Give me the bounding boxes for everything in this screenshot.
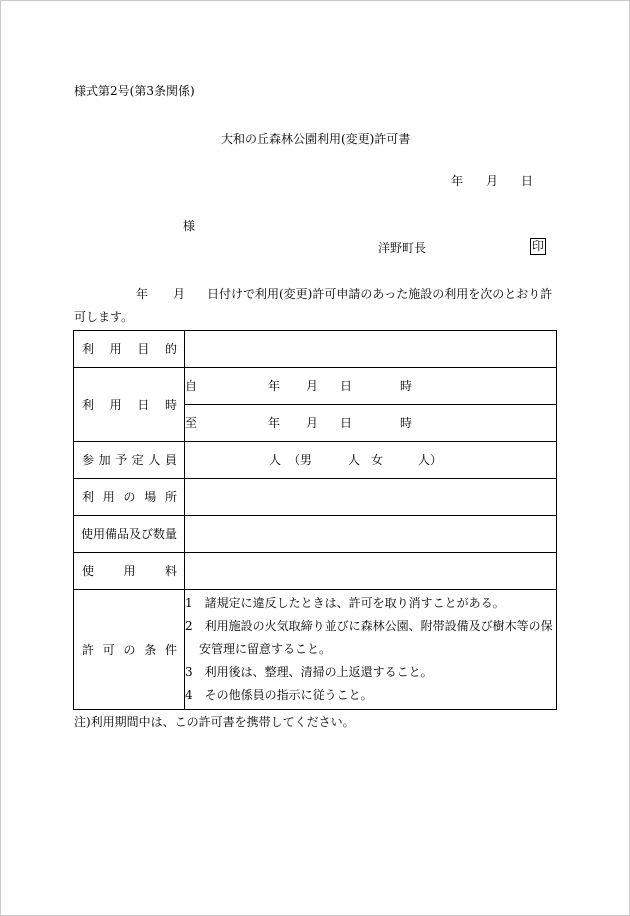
label-char: 人 (148, 453, 161, 467)
equipment-value[interactable] (185, 516, 557, 553)
label-char: 利 (82, 397, 95, 412)
date-label (74, 368, 185, 442)
fee-label (74, 553, 185, 590)
from-prefix: 自 (185, 379, 198, 393)
condition-item: 2 利用施設の火気取締り並びに森林公園、附帯設備及び樹木等の保 (185, 619, 553, 633)
date-day: 日 (521, 174, 534, 188)
participants-people: 人 (269, 453, 282, 467)
table-row-purpose (74, 331, 557, 368)
label-char: 場 (144, 490, 157, 504)
label-char: 加 (98, 453, 111, 467)
table-row-participants (74, 442, 557, 479)
equipment-label (74, 516, 185, 553)
date-to-value[interactable] (185, 405, 557, 442)
label-char: 参 (82, 453, 95, 467)
intro-year: 年 (136, 287, 149, 301)
label-char: 員 (164, 453, 177, 467)
intro-month: 月 (173, 287, 186, 301)
label-char: 用 (102, 490, 115, 504)
place-label (74, 479, 185, 516)
seal-text: 印 (532, 239, 545, 253)
conditions-list (185, 590, 557, 710)
label-char: 条 (144, 642, 157, 657)
from-year: 年 (268, 379, 281, 393)
equipment-label-text: 使用備品及び数量 (80, 527, 177, 541)
label-char: 日 (137, 397, 150, 412)
label-char: の (123, 490, 136, 504)
label-char: 定 (131, 453, 144, 467)
intro-line1: 日付けで利用(変更)許可申請のあった施設の利用を次のとおり許 (207, 287, 553, 301)
participants-people2: 人 (348, 453, 361, 467)
label-char: 目 (137, 342, 150, 356)
to-day: 日 (340, 416, 353, 430)
purpose-label (74, 331, 185, 368)
condition-item: 1 諸規定に違反したときは、許可を取り消すことがある。 (185, 596, 505, 610)
from-day: 日 (340, 379, 353, 393)
participants-female: 女 (371, 453, 384, 467)
condition-item: 3 利用後は、整理、清掃の上返還すること。 (185, 665, 433, 679)
form-number: 様式第2号(第3条関係) (74, 84, 195, 98)
participants-label (74, 442, 185, 479)
label-char: 利 (82, 342, 95, 356)
label-char: 所 (164, 490, 177, 504)
date-year: 年 (451, 174, 464, 188)
label-char: 料 (164, 564, 177, 578)
to-month: 月 (306, 416, 319, 430)
addressee-suffix: 様 (183, 219, 196, 233)
table-row-fee (74, 553, 557, 590)
table-row-date-from (74, 368, 557, 405)
purpose-value[interactable] (185, 331, 557, 368)
condition-item-continuation: 安管理に留意すること。 (199, 642, 332, 656)
label-char: 用 (109, 342, 122, 356)
footnote: 注)利用期間中は、この許可書を携帯してください。 (74, 715, 355, 729)
label-char: 用 (123, 564, 136, 578)
to-year: 年 (268, 416, 281, 430)
label-char: 的 (164, 342, 177, 356)
to-prefix: 至 (185, 416, 198, 430)
label-char: 許 (82, 642, 95, 657)
date-from-value[interactable] (185, 368, 557, 405)
document-title: 大和の丘森林公園利用(変更)許可書 (221, 132, 411, 146)
issuer: 洋野町長 (378, 241, 427, 255)
to-hour: 時 (400, 416, 413, 430)
table-row-equipment (74, 516, 557, 553)
permit-table (73, 330, 557, 710)
table-row-conditions (74, 590, 557, 710)
conditions-label (74, 590, 185, 710)
label-char: の (123, 642, 136, 657)
place-value[interactable] (185, 479, 557, 516)
intro-line2: 可します。 (74, 310, 134, 324)
participants-male: （男 (288, 453, 313, 467)
participants-value[interactable] (185, 442, 557, 479)
label-char: 用 (109, 397, 122, 412)
label-char: 利 (82, 490, 95, 504)
label-char: 予 (115, 453, 128, 467)
label-char: 時 (164, 397, 177, 412)
seal-mark (530, 238, 546, 255)
label-char: 使 (82, 564, 95, 578)
fee-value[interactable] (185, 553, 557, 590)
from-hour: 時 (400, 379, 413, 393)
from-month: 月 (306, 379, 319, 393)
label-char: 件 (164, 642, 177, 657)
condition-item: 4 その他係員の指示に従うこと。 (185, 688, 373, 702)
table-row-place (74, 479, 557, 516)
label-char: 可 (102, 642, 115, 657)
participants-people-close: 人） (418, 453, 443, 467)
date-month: 月 (486, 174, 499, 188)
